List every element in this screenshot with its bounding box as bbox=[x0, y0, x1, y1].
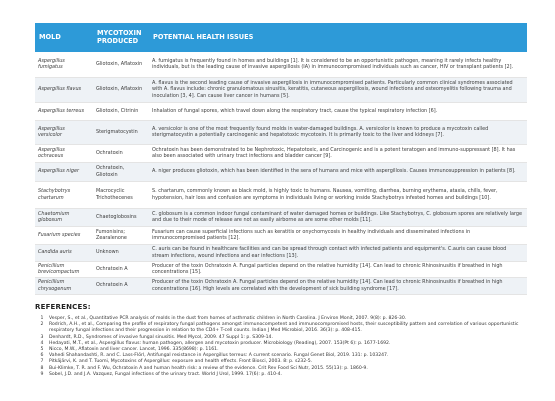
health-issues-cell: Fusarium can cause superficial infections such as keratitis or onychomycosis in healthy individuals and disseminated infections in immunocompromised patients [12]. bbox=[149, 226, 527, 244]
mycotoxin-cell: Macrocyclic Trichothecenes bbox=[93, 181, 149, 208]
health-issues-cell: Inhalation of fungal spores, which travel down along the respiratory tract, cause the typical respiratory infection [6]. bbox=[149, 102, 527, 120]
mold-cell: Fusarium species bbox=[35, 226, 93, 244]
mold-cell: Penicillium chrysogenum bbox=[35, 277, 93, 294]
health-issues-cell: C. auris can be found in healthcare facilities and can be spread through contact with infected patients and equipment's. C.auris can cause blood stream infections, wound infections and ear infections [13]. bbox=[149, 244, 527, 261]
mycotoxin-cell: Unknown bbox=[93, 244, 149, 261]
mycotoxin-cell: Gliotoxin, Citrinin bbox=[93, 102, 149, 120]
mycotoxin-cell: Fumonisins; Zearalenone bbox=[93, 226, 149, 244]
health-issues-cell: Producer of the toxin Ochratoxin A. Fungal particles depend on the relative humidity [14]. Can lead to chronic Rhinosinusitis if breathed in high concentrations [15]. bbox=[149, 261, 527, 277]
health-issues-cell: C. globosum is a common indoor fungal contaminant of water damaged homes or buildings. Like Stachybotrys, C. globosum spores are relatively large and due to their mode of release are not as easily airborne as are some other molds [11]. bbox=[149, 208, 527, 226]
reference-number: 3 bbox=[40, 334, 44, 340]
health-issues-cell: A. versicolor is one of the most frequently found molds in water-damaged buildings. A. versicolor is known to produce a mycotoxin called sterigmatocystin a potentially carcinogenic and hepatotoxic mycotoxin. It is primarily toxic to the liver and kidneys [7]. bbox=[149, 120, 527, 144]
reference-number: 7 bbox=[40, 359, 44, 365]
reference-text: Sobel, J.D. and J.A. Vazquez, Fungal infections of the urinary tract. World J Urol, 1999. 17(6): p. 410-4. bbox=[49, 371, 283, 377]
header-mycotoxin: MYCOTOXIN PRODUCED bbox=[97, 28, 142, 45]
health-issues-cell: A. flavus is the second leading cause of invasive aspergillosis in immunocompromised patients. Particularly common clinical syndromes associated with A. flavus include: chronic granulomatous sinusitis, keratitis, cutaneous aspergillosis, wound infections and osteomyelitis following trauma and inoculation [3, 4]. Can cause liver cancer in humans [5]. bbox=[149, 77, 527, 102]
reference-text: Pitkäjärvi, K. and T. Tuomi, Mycotoxins of Aspergillus: exposure and health effects. Front Biosci, 2003. 8: p. s232-5. bbox=[49, 359, 313, 365]
table-row bbox=[35, 226, 527, 244]
reference-number: 1 bbox=[40, 316, 44, 321]
mycotoxin-cell: Ochratoxin, Gliotoxin bbox=[93, 162, 149, 181]
mold-cell: Aspergillus niger bbox=[35, 162, 93, 181]
health-issues-cell: A. fumigatus is frequently found in homes and buildings [1]. It is considered to be an opportunistic pathogen, meaning it rarely infects healthy individuals, but is the leading cause of invasive aspergillosis (IA) in immunocompromised individuals such as cancer, HIV or transplant patients [2]. bbox=[149, 52, 527, 77]
header-health-issues: POTENTIAL HEALTH ISSUES bbox=[153, 32, 254, 41]
header-mold: MOLD bbox=[39, 32, 61, 41]
health-issues-cell: Ochratoxin has been demonstrated to be Nephrotoxic, Hepatotoxic, and Carcinogenic and is a potent teratogen and immuno-suppressant [8]. It has also been associated with urinary tract infections and bladder cancer [9]. bbox=[149, 144, 527, 162]
mycotoxin-cell: Ochratoxin A bbox=[93, 261, 149, 277]
mycotoxin-cell: Ochratoxin A bbox=[93, 277, 149, 294]
reference-number: 9 bbox=[40, 371, 44, 377]
table-header-row bbox=[35, 23, 527, 52]
table-row bbox=[35, 244, 527, 261]
table-row bbox=[35, 208, 527, 226]
reference-text: Rodrich, A.H., et al., Comparing the profile of respiratory fungal pathogens amongst immunocompetent and immunocompromised hosts, their susceptibility pattern and correlation of various opportunistic respiratory fungal infections and their progression in relation to the CD4+ T-cell counts. Indian J Med Microbiol, 2016. 36(3): p. 408-415. bbox=[49, 322, 519, 334]
reference-item bbox=[35, 372, 527, 378]
table-row bbox=[35, 181, 527, 208]
reference-number: 4 bbox=[40, 340, 44, 346]
mold-cell: Aspergillus ochraceus bbox=[35, 144, 93, 162]
mycotoxin-cell: Chaetoglobosins bbox=[93, 208, 149, 226]
mycotoxin-cell: Gliotoxin, Aflatoxin bbox=[93, 52, 149, 77]
references-section bbox=[35, 303, 527, 378]
table-row bbox=[35, 261, 527, 277]
table-row bbox=[35, 102, 527, 120]
reference-text: Nicco, M.W., Aflatoxin and liver cancer. Lancet, 1996. 335(8698): p. 1161. bbox=[49, 347, 219, 353]
table-row bbox=[35, 277, 527, 294]
mycotoxin-cell: Sterigmatocystin bbox=[93, 120, 149, 144]
mold-cell: Aspergillus flavus bbox=[35, 77, 93, 102]
mold-cell: Aspergillus versicolor bbox=[35, 120, 93, 144]
mold-cell: Stachybotrys chartarum bbox=[35, 181, 93, 208]
health-issues-cell: A. niger produces gliotoxin, which has been identified in the sera of humans and mice with aspergillosis. Causes immunosuppression in patients [8]. bbox=[149, 162, 527, 181]
table-row bbox=[35, 162, 527, 181]
references-list bbox=[35, 316, 527, 378]
table-body bbox=[35, 52, 527, 294]
reference-number: 2 bbox=[40, 322, 44, 328]
health-issues-cell: S. chartarum, commonly known as black mold, is highly toxic to humans. Nausea, vomiting, diarrhea, burning erythema, ataxia, chills, fever, hypotension, hair loss and confusion are symptoms in individuals living or working inside Stachybotrys infested homes and buildings [10]. bbox=[149, 181, 527, 208]
health-issues-cell: Producer of the toxin Ochratoxin A. Fungal particles depend on the relative humidity [14]. Can lead to chronic Rhinosinusitis if breathed in high concentrations [16]. High levels are correlated with the development of sick building syndrome [17]. bbox=[149, 277, 527, 294]
mold-cell: Aspergillus fumigatus bbox=[35, 52, 93, 77]
table-row bbox=[35, 120, 527, 144]
mold-cell: Chaetomium globosum bbox=[35, 208, 93, 226]
table-row bbox=[35, 144, 527, 162]
reference-text: Vahedi Shahandashti, R. and C. Lass-Flörl, Antifungal resistance in Aspergillus terreus: A current scenario. Fungal Genet Biol, 2019. 131: p. 103247. bbox=[49, 353, 389, 359]
mold-cell: Aspergillus terreus bbox=[35, 102, 93, 120]
references-heading: REFERENCES: bbox=[35, 303, 91, 311]
reference-number: 8 bbox=[40, 365, 44, 371]
mycotoxin-cell: Ochratoxin bbox=[93, 144, 149, 162]
mold-cell: Penicillium brevicompactum bbox=[35, 261, 93, 277]
mold-cell: Candida auris bbox=[35, 244, 93, 261]
reference-text: Hedayati, M.T., et al., Aspergillus flavus: human pathogen, allergen and mycotoxin producer. Microbiology (Reading), 2007. 153(Pt 6): p. 1677-1692. bbox=[49, 340, 391, 346]
reference-text: Vesper, S., et al., Quantitative PCR analysis of molds in the dust from homes of asthmatic children in North Carolina. J Environ Monit, 2007. 9(8): p. 826-30. bbox=[49, 316, 407, 321]
mycotoxin-cell: Gliotoxin, Aflatoxin bbox=[93, 77, 149, 102]
mold-health-table bbox=[35, 23, 527, 295]
reference-text: Bui-Klimke, T. R. and F. Wu, Ochratoxin A and human health risk: a review of the evidence. Crit Rev Food Sci Nutr, 2015. 55(13): p. 1860-9. bbox=[49, 365, 368, 371]
table-row bbox=[35, 52, 527, 77]
reference-number: 6 bbox=[40, 353, 44, 359]
table-row bbox=[35, 77, 527, 102]
reference-item bbox=[35, 322, 527, 334]
reference-text: Denhardt, R.D., Syndromes of invasive fungal sinusitis. Med Mycol, 2009. 47 Suppl 1: p. S309-14. bbox=[49, 334, 273, 340]
reference-number: 5 bbox=[40, 347, 44, 353]
